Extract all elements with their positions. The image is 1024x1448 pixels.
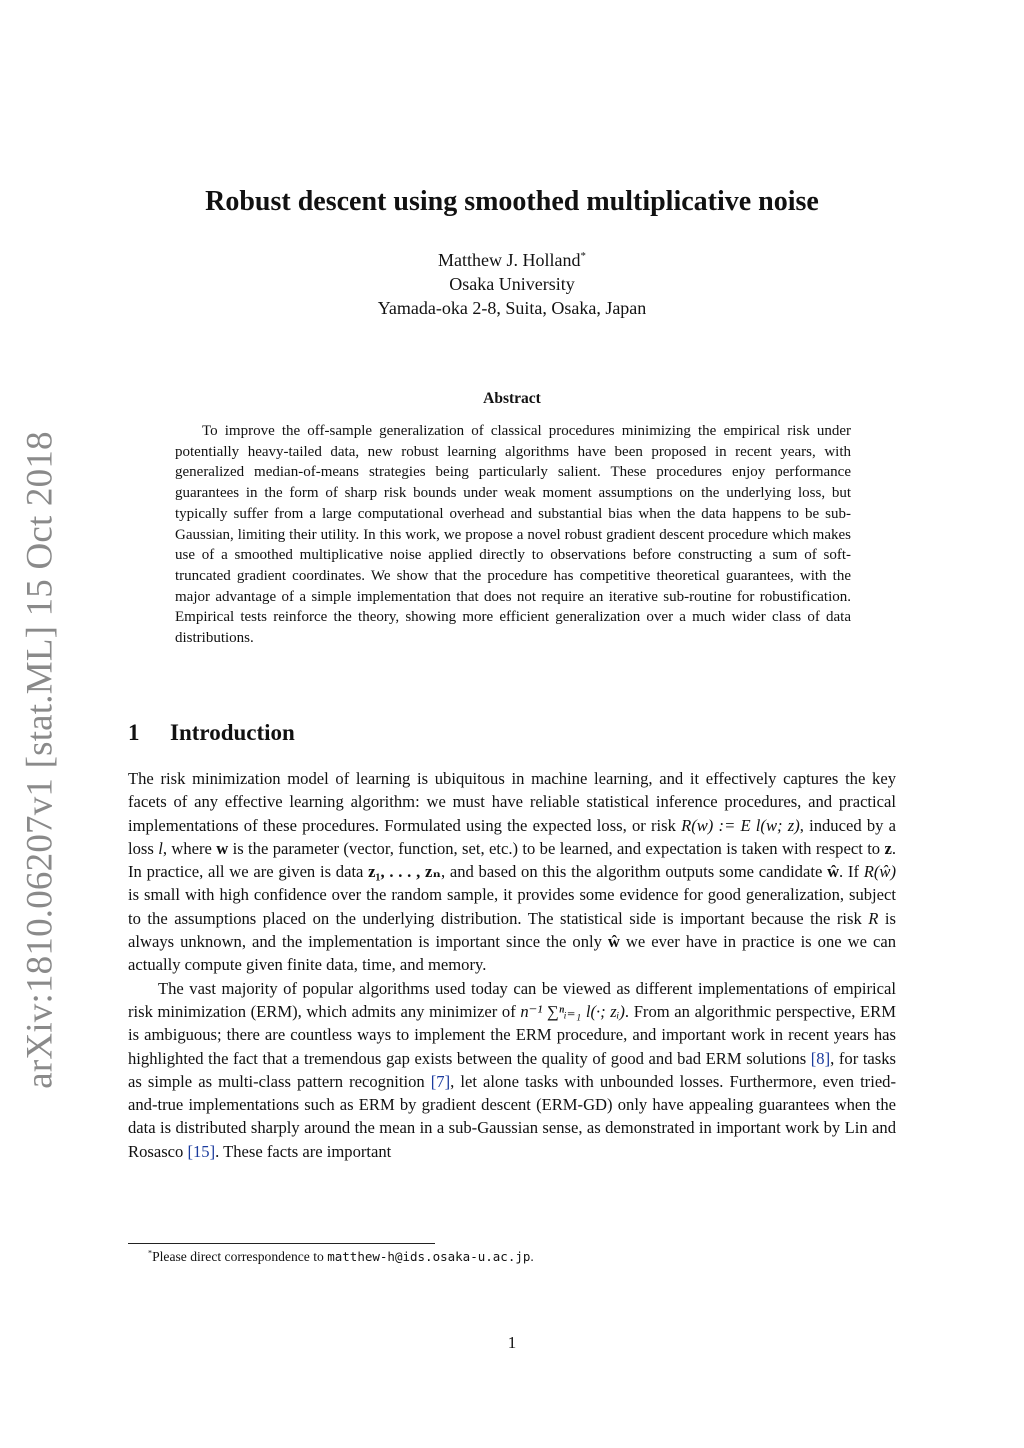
abstract-text: To improve the off-sample generalization of classical procedures minimizing the empirical risk under potentially heavy-tailed data, new robust learning algorithms have been proposed in recent years, with generalized median-of-means strategies being particularly salient. These procedures enjoy performance guarantees in the form of sharp risk bounds under weak moment assumptions on the underlying loss, but typically suffer from a large computational overhead and substantial bias when the data happens to be sub-Gaussian, limiting their utility. In this work, we propose a novel robust gradient descent procedure which makes use of a smoothed multiplicative noise applied directly to observations before constructing a sum of soft-truncated gradient coordinates. We show that the procedure has competitive theoretical guarantees, with the major advantage of a simple implementation that does not require an iterative sub-routine for robustification. Empirical tests reinforce the theory, showing more efficient generalization over a much wider class of data distributions. <box>175 423 851 647</box>
text-run: The risk minimization model of learning is ubiquitous in machine learning, and it effectively captures the key facets of any effective learning algorithm: we must have reliable statistical inference procedures, and practical implementations of these procedures. Formulated using the expected loss, or risk <box>128 769 896 835</box>
text-run: is small with high confidence over the random sample, it provides some evidence for good generalization, subject to the assumptions placed on the underlying distribution. The statistical side is important because the risk <box>128 885 896 928</box>
paper-title: Robust descent using smoothed multiplicative noise <box>205 186 819 217</box>
address: Yamada-oka 2-8, Suita, Osaka, Japan <box>377 298 647 318</box>
footnote-end: . <box>530 1249 534 1264</box>
text-run: , where <box>162 838 217 858</box>
section-title: Introduction <box>170 720 295 745</box>
abstract-heading: Abstract <box>483 390 541 407</box>
arxiv-identifier: arXiv:1810.06207v1 [stat.ML] 15 Oct 2018 <box>19 431 61 1089</box>
text-run: , for tasks as simple as multi-class pattern recognition <box>128 1048 897 1091</box>
footnote-text: Please direct correspondence to <box>152 1249 328 1264</box>
math-risk-of-candidate: R(ŵ) <box>863 862 896 882</box>
paragraph-1 <box>128 767 896 977</box>
contact-email[interactable]: matthew-h@ids.osaka-u.ac.jp <box>327 1249 531 1264</box>
text-run: The vast majority of popular algorithms used today can be viewed as different implementations of empirical risk minimization (ERM), which admits any minimizer of <box>128 978 896 1021</box>
author-block <box>0 248 1024 320</box>
citation-link-15[interactable]: [15] <box>187 1141 216 1161</box>
text-run: , let alone tasks with unbounded losses. Furthermore, even tried-and-true implementations such as ERM by gradient descent (ERM-GD) only have appealing guarantees when the data is distributed sharply around the mean in a sub-Gaussian sense, as demonstrated in important work by Lin and Rosasco <box>128 1071 897 1161</box>
text-run: . If <box>839 862 864 882</box>
author-name: Matthew J. Holland <box>438 250 581 270</box>
footnote-mark: * <box>148 1248 153 1258</box>
section-body <box>128 767 896 1163</box>
text-run: , and based on this the algorithm outputs some candidate <box>440 862 828 882</box>
text-run: . These facts are important <box>215 1141 392 1161</box>
text-run: we ever have in practice is one we can actually compute given finite data, time, and memory. <box>128 932 896 975</box>
text-run: . From an algorithmic perspective, ERM is ambiguous; there are countless ways to implement the ERM procedure, and important work in recent years has highlighted the fact that a tremendous gap exists between the quality of good and bad ERM solutions <box>128 1001 896 1068</box>
author-line <box>0 248 1024 272</box>
math-candidate-w-hat: ŵ <box>607 932 620 952</box>
author-footnote-mark: * <box>580 250 586 262</box>
section-number: 1 <box>128 720 140 745</box>
math-variable-z: z <box>884 838 892 858</box>
citation-link-7[interactable]: [7] <box>430 1071 451 1091</box>
math-loss-symbol: l <box>158 838 163 858</box>
citation-link-8[interactable]: [8] <box>810 1048 831 1068</box>
math-risk-definition: R(w) := E l(w; z) <box>681 815 800 835</box>
footnote-divider <box>128 1243 435 1244</box>
math-data-sequence: z₁, . . . , zₙ <box>368 862 441 882</box>
math-risk-symbol: R <box>868 908 879 928</box>
section-heading <box>128 720 295 746</box>
page-number: 1 <box>507 1333 517 1352</box>
text-run: is the parameter (vector, function, set, etc.) to be learned, and expectation is taken with respect to <box>228 838 885 858</box>
math-parameter-w: w <box>216 838 229 858</box>
text-run: is always unknown, and the implementation is important since the only <box>128 908 896 952</box>
paragraph-2 <box>128 977 896 1163</box>
footnote <box>148 1249 534 1265</box>
math-candidate-w-hat: ŵ <box>827 862 840 882</box>
math-empirical-risk: n⁻¹ ∑ⁿᵢ₌₁ l(·; zᵢ) <box>520 1001 625 1021</box>
affiliation: Osaka University <box>449 274 575 294</box>
text-run: . In practice, all we are given is data <box>128 838 897 882</box>
text-run: , induced by a loss <box>128 815 896 858</box>
